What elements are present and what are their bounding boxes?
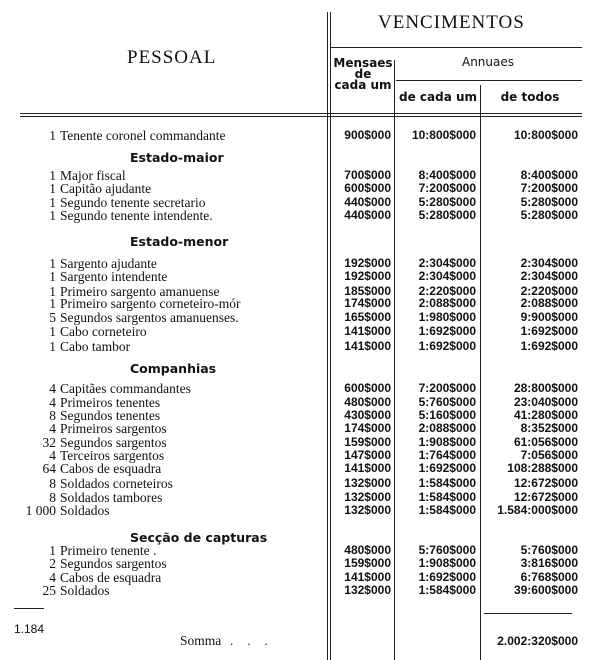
annual-each: 2:304$000: [418, 269, 476, 283]
table-row: [0, 311, 600, 324]
monthly-each: 440$000: [344, 195, 391, 209]
post-label: Primeiro tenente .: [60, 543, 157, 558]
monthly-each: 132$000: [344, 503, 391, 517]
somma-leader: ...: [230, 633, 282, 648]
monthly-each: 141$000: [344, 570, 391, 584]
header-annuaes: Annuaes: [461, 55, 514, 69]
monthly-each: 132$000: [344, 476, 391, 490]
annual-each: 8:400$000: [418, 168, 476, 182]
annual-total: 2:088$000: [520, 296, 578, 310]
annual-each: 1:692$000: [418, 570, 476, 584]
monthly-each: 174$000: [344, 421, 391, 435]
annual-total: 6:768$000: [520, 570, 578, 584]
post-label: Terceiros sargentos: [60, 448, 165, 463]
post-label: Segundos sargentos: [60, 556, 167, 571]
table-row: [0, 584, 600, 597]
annual-total: 7:200$000: [520, 181, 578, 195]
quantity: 1: [49, 256, 56, 271]
post-label: Capitão ajudante: [60, 181, 152, 196]
section-title: Secção de capturas: [130, 530, 268, 545]
quantity: 1: [49, 168, 56, 183]
annual-each: 10:800$000: [411, 128, 476, 142]
monthly-each: 700$000: [344, 168, 391, 182]
annual-total: 1:692$000: [520, 339, 578, 353]
annual-each: 1:584$000: [418, 476, 476, 490]
monthly-each: 159$000: [344, 435, 391, 449]
annual-total: 41:280$000: [513, 408, 578, 422]
quantity: 4: [49, 448, 56, 463]
annual-each: 2:304$000: [418, 256, 476, 270]
rule: [330, 47, 582, 48]
quantity: 64: [42, 461, 56, 476]
monthly-each: 480$000: [344, 543, 391, 557]
table-row: [0, 270, 600, 283]
annual-each: 1:584$000: [418, 583, 476, 597]
quantity: 1: [49, 195, 56, 210]
annual-total: 12:672$000: [513, 476, 578, 490]
post-label: Soldados: [60, 503, 110, 518]
quantity: 2: [49, 556, 56, 571]
annual-each: 7:200$000: [418, 181, 476, 195]
post-label: Segundos sargentos: [60, 435, 167, 450]
quantity: 4: [49, 570, 56, 585]
annual-total: 2:220$000: [520, 284, 578, 298]
header-pessoal: PESSOAL: [127, 47, 217, 68]
annual-total: 28:800$000: [513, 381, 578, 395]
table-row: [0, 557, 600, 570]
monthly-each: 192$000: [344, 256, 391, 270]
annual-each: 5:280$000: [418, 208, 476, 222]
annual-total: 9:900$000: [520, 310, 578, 324]
post-label: Segundo tenente secretario: [60, 195, 206, 210]
section-title: Estado-menor: [130, 234, 229, 249]
monthly-each: 192$000: [344, 269, 391, 283]
annual-total: 12:672$000: [513, 490, 578, 504]
somma-value: 2.002:320$000: [497, 634, 578, 648]
post-label: Primeiros sargentos: [60, 421, 167, 436]
monthly-each: 900$000: [344, 128, 391, 142]
quantity: 25: [42, 583, 56, 598]
quantity: 4: [49, 421, 56, 436]
monthly-each: 480$000: [344, 395, 391, 409]
post-label: Segundos sargentos amanuenses.: [60, 310, 239, 325]
post-label: Major fiscal: [60, 168, 126, 183]
annual-total: 39:600$000: [513, 583, 578, 597]
annual-total: 23:040$000: [513, 395, 578, 409]
monthly-each: 147$000: [344, 448, 391, 462]
monthly-each: 141$000: [344, 339, 391, 353]
table-row: [0, 182, 600, 195]
quantity: 4: [49, 381, 56, 396]
header-mensaes: [332, 58, 394, 91]
annual-total: 1:692$000: [520, 324, 578, 338]
annual-each: 1:764$000: [418, 448, 476, 462]
header-mensaes-line1: Mensaes: [333, 56, 393, 70]
header-mensaes-line2: de: [354, 67, 372, 81]
quantity: 1 000: [25, 503, 56, 518]
table-row: [0, 504, 600, 517]
monthly-each: 174$000: [344, 296, 391, 310]
post-label: Soldados corneteiros: [60, 476, 173, 491]
quantity: 1: [49, 296, 56, 311]
section-heading: [0, 362, 600, 375]
table-row: [0, 297, 600, 310]
rule: [20, 116, 582, 117]
quantity: 1: [49, 269, 56, 284]
post-label: Soldados tambores: [60, 490, 163, 505]
annual-each: 1:584$000: [418, 503, 476, 517]
annual-total: 61:056$000: [513, 435, 578, 449]
annual-total: 108:288$000: [507, 461, 578, 475]
quantity: 8: [49, 490, 56, 505]
post-label: Cabos de esquadra: [60, 570, 162, 585]
section-heading: [0, 235, 600, 248]
annual-each: 2:088$000: [418, 421, 476, 435]
annual-each: 2:088$000: [418, 296, 476, 310]
monthly-each: 132$000: [344, 583, 391, 597]
monthly-each: 141$000: [344, 324, 391, 338]
section-title: Estado-maior: [130, 150, 224, 165]
quantity: 1: [49, 339, 56, 354]
table-row: [0, 129, 600, 142]
monthly-each: 141$000: [344, 461, 391, 475]
annual-each: 1:692$000: [418, 461, 476, 475]
annual-each: 1:908$000: [418, 556, 476, 570]
annual-each: 7:200$000: [418, 381, 476, 395]
post-label: Primeiros tenentes: [60, 395, 161, 410]
post-label: Primeiro sargento corneteiro-mór: [60, 296, 241, 311]
annual-total: 2:304$000: [520, 256, 578, 270]
header-mensaes-line3: cada um: [334, 78, 392, 92]
post-label: Sargento ajudante: [60, 256, 157, 271]
annual-total: 5:760$000: [520, 543, 578, 557]
monthly-each: 430$000: [344, 408, 391, 422]
post-label: Cabo corneteiro: [60, 324, 147, 339]
total-count: 1.184: [14, 622, 45, 636]
annual-each: 1:908$000: [418, 435, 476, 449]
table-row: [0, 422, 600, 435]
quantity: 4: [49, 395, 56, 410]
annual-each: 1:980$000: [418, 310, 476, 324]
quantity: 1: [49, 208, 56, 223]
quantity: 8: [49, 476, 56, 491]
monthly-each: 600$000: [344, 381, 391, 395]
annual-each: 5:280$000: [418, 195, 476, 209]
somma-label: Somma: [180, 633, 222, 648]
annual-total: 1.584:000$000: [497, 503, 578, 517]
post-label: Cabos de esquadra: [60, 461, 162, 476]
section-title: Companhias: [130, 361, 217, 376]
rule: [396, 80, 582, 81]
post-label: Cabo tambor: [60, 339, 131, 354]
header-de-todos: de todos: [500, 90, 560, 104]
annual-total: 2:304$000: [520, 269, 578, 283]
header-vencimentos: VENCIMENTOS: [378, 12, 525, 33]
annual-total: 8:400$000: [520, 168, 578, 182]
table-row: [0, 340, 600, 353]
annual-each: 5:760$000: [418, 543, 476, 557]
quantity: 1: [49, 181, 56, 196]
column-divider: [394, 60, 395, 660]
monthly-each: 132$000: [344, 490, 391, 504]
post-label: Segundos tenentes: [60, 408, 161, 423]
header-de-cada-um: de cada um: [398, 90, 478, 104]
table-row: [0, 209, 600, 222]
post-label: Capitães commandantes: [60, 381, 191, 396]
monthly-each: 600$000: [344, 181, 391, 195]
post-label: Sargento intendente: [60, 269, 168, 284]
post-label: Primeiro sargento amanuense: [60, 284, 220, 299]
table-row: [0, 477, 600, 490]
rule: [14, 608, 44, 609]
post-label: Tenente coronel commandante: [60, 128, 226, 143]
monthly-each: 165$000: [344, 310, 391, 324]
annual-each: 5:760$000: [418, 395, 476, 409]
annual-each: 2:220$000: [418, 284, 476, 298]
rule: [20, 113, 582, 114]
quantity: 1: [49, 284, 56, 299]
annual-each: 5:160$000: [418, 408, 476, 422]
quantity: 1: [49, 128, 56, 143]
annual-each: 1:692$000: [418, 339, 476, 353]
post-label: Soldados: [60, 583, 110, 598]
annual-each: 1:584$000: [418, 490, 476, 504]
quantity: 5: [49, 310, 56, 325]
annual-total: 10:800$000: [513, 128, 578, 142]
annual-total: 8:352$000: [520, 421, 578, 435]
section-heading: [0, 151, 600, 164]
annual-total: 7:056$000: [520, 448, 578, 462]
monthly-each: 159$000: [344, 556, 391, 570]
quantity: 1: [49, 543, 56, 558]
quantity: 1: [49, 324, 56, 339]
annual-each: 1:692$000: [418, 324, 476, 338]
annual-total: 3:816$000: [520, 556, 578, 570]
monthly-each: 185$000: [344, 284, 391, 298]
monthly-each: 440$000: [344, 208, 391, 222]
rule: [484, 613, 572, 614]
annual-total: 5:280$000: [520, 208, 578, 222]
table-row: [0, 382, 600, 395]
table-row: [0, 325, 600, 338]
quantity: 32: [42, 435, 56, 450]
annual-total: 5:280$000: [520, 195, 578, 209]
quantity: 8: [49, 408, 56, 423]
post-label: Segundo tenente intendente.: [60, 208, 213, 223]
table-row: [0, 462, 600, 475]
